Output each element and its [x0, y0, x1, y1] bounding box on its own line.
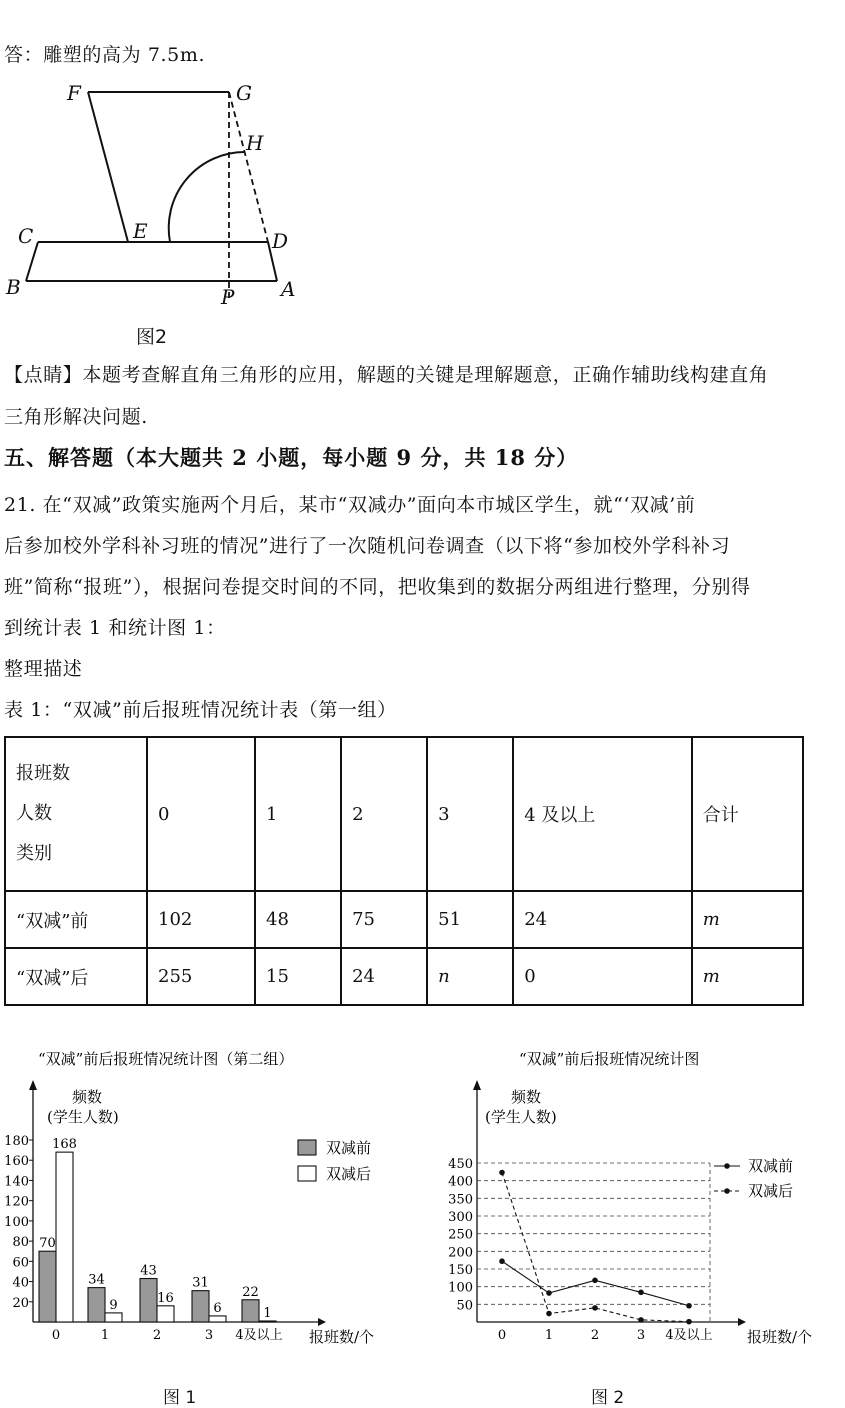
x-tick-label: 1: [544, 1328, 554, 1343]
data-label: 9: [109, 1297, 118, 1313]
y-tick-label: 20: [12, 1295, 29, 1311]
label-D: D: [272, 229, 289, 253]
data-label: 1: [263, 1305, 272, 1321]
x-tick-label: 1: [100, 1328, 110, 1343]
x-tick-label: 0: [497, 1328, 507, 1343]
bar: [192, 1291, 209, 1322]
y-tick-label: 180: [4, 1134, 29, 1149]
label-H: H: [246, 131, 264, 155]
bar: [259, 1321, 276, 1322]
question-line-4: 到统计表 1 和统计图 1：: [4, 617, 226, 639]
table-cell: 24: [341, 948, 427, 1005]
header-line-1: 报班数: [16, 763, 70, 784]
y-tick-label: 450: [448, 1157, 473, 1172]
data-point: [499, 1258, 505, 1264]
table-cell: 24: [513, 891, 692, 948]
series-line: [502, 1173, 689, 1322]
table-title: 表 1：“双减”前后报班情况统计表（第一组）: [4, 699, 397, 721]
x-tick-label: 3: [204, 1328, 214, 1343]
question-line-2: 后参加校外学科补习班的情况”进行了一次随机问卷调查（以下将“参加校外学科补习: [4, 535, 731, 557]
data-point: [546, 1311, 552, 1317]
data-point: [686, 1303, 692, 1309]
question-line-3: 班”简称“报班”），根据问卷提交时间的不同，把收集到的数据分两组进行整理，分别得: [4, 576, 751, 598]
data-point: [592, 1278, 598, 1284]
y-axis-arrow: [473, 1080, 481, 1090]
x-tick-label: 4及以上: [235, 1328, 283, 1343]
y-axis-label: (学生人数): [485, 1108, 557, 1126]
label-P: P: [221, 285, 235, 309]
legend-marker: [724, 1188, 730, 1194]
data-point: [546, 1290, 552, 1296]
chart-title: “双减”前后报班情况统计图: [519, 1050, 700, 1068]
label-G: G: [236, 81, 252, 105]
x-axis-arrow: [318, 1318, 326, 1326]
legend-marker: [724, 1163, 730, 1169]
y-tick-label: 140: [4, 1174, 29, 1190]
row-label: “双减”前: [5, 891, 147, 948]
y-tick-label: 160: [4, 1154, 29, 1170]
y-tick-label: 300: [448, 1210, 473, 1225]
bar: [140, 1279, 157, 1322]
data-label: 168: [52, 1137, 77, 1153]
data-point: [499, 1170, 505, 1176]
data-label: 34: [88, 1272, 105, 1288]
data-label: 16: [157, 1290, 174, 1306]
bar-chart: [0, 1040, 420, 1360]
x-axis-label: 报班数/个: [747, 1328, 813, 1346]
question-line-1: 21. 在“双减”政策实施两个月后，某市“双减办”面向本市城区学生，就“‘双减’前: [4, 494, 696, 516]
bar: [39, 1251, 56, 1322]
table-cell: 51: [427, 891, 513, 948]
label-E: E: [133, 219, 148, 243]
table-header-row: [5, 737, 803, 891]
y-tick-label: 350: [448, 1192, 473, 1208]
column-header: 3: [427, 737, 513, 891]
table-cell: n: [427, 948, 513, 1005]
answer-line: 答：雕塑的高为 7.5m.: [4, 44, 206, 66]
label-C: C: [18, 224, 34, 248]
data-point: [638, 1290, 644, 1296]
header-line-2: 人数: [16, 803, 52, 824]
header-line-3: 类别: [16, 843, 52, 864]
x-tick-label: 4及以上: [665, 1328, 713, 1343]
figure2-caption: 图2: [136, 326, 168, 348]
table-cell: m: [692, 948, 803, 1005]
y-tick-label: 150: [448, 1263, 473, 1278]
table-cell: 75: [341, 891, 427, 948]
label-A: A: [281, 277, 296, 301]
y-axis-label: 频数: [72, 1088, 103, 1106]
table-cell: 48: [255, 891, 341, 948]
bar: [105, 1313, 122, 1322]
x-tick-label: 2: [152, 1328, 162, 1343]
y-axis-label: (学生人数): [47, 1108, 119, 1126]
legend-label: 双减后: [326, 1165, 372, 1183]
legend-label: 双减后: [748, 1182, 794, 1200]
table-row: [5, 891, 803, 948]
chart-title: “双减”前后报班情况统计图（第二组）: [38, 1050, 294, 1068]
table-cell: 102: [147, 891, 255, 948]
legend-label: 双减前: [748, 1157, 794, 1175]
section-heading: 五、解答题（本大题共 2 小题，每小题 9 分，共 18 分）: [4, 445, 579, 470]
table-cell: m: [692, 891, 803, 948]
data-point: [686, 1319, 692, 1325]
series-line: [502, 1261, 689, 1306]
x-tick-label: 2: [590, 1328, 600, 1343]
x-tick-label: 3: [636, 1328, 646, 1343]
line-chart: [425, 1040, 843, 1360]
y-tick-label: 80: [12, 1235, 29, 1251]
column-header: 0: [147, 737, 255, 891]
legend-swatch: [298, 1166, 316, 1181]
data-label: 31: [192, 1275, 209, 1291]
legend-swatch: [298, 1140, 316, 1155]
data-label: 6: [213, 1300, 222, 1316]
data-label: 22: [242, 1284, 259, 1300]
y-tick-label: 100: [4, 1214, 29, 1230]
column-header: 2: [341, 737, 427, 891]
bar: [157, 1306, 174, 1322]
data-point: [592, 1305, 598, 1311]
bar: [242, 1300, 259, 1322]
table-cell: 0: [513, 948, 692, 1005]
label-B: B: [6, 275, 21, 299]
bar: [88, 1288, 105, 1322]
x-axis-label: 报班数/个: [309, 1328, 375, 1346]
comment-line-2: 三角形解决问题.: [4, 406, 148, 428]
row-label: “双减”后: [5, 948, 147, 1005]
bar: [56, 1152, 73, 1322]
y-tick-label: 50: [456, 1298, 473, 1314]
column-header: 1: [255, 737, 341, 891]
y-tick-label: 40: [12, 1275, 29, 1291]
y-tick-label: 250: [448, 1227, 473, 1243]
label-F: F: [67, 81, 81, 105]
x-tick-label: 0: [51, 1328, 61, 1343]
y-tick-label: 60: [12, 1255, 29, 1271]
chart2-caption: 图 2: [591, 1388, 625, 1408]
table-cell: 15: [255, 948, 341, 1005]
comment-line-1: 【点睛】本题考查解直角三角形的应用，解题的关键是理解题意，正确作辅助线构建直角: [4, 364, 769, 386]
column-header: 合计: [692, 737, 803, 891]
data-label: 70: [39, 1236, 56, 1252]
y-tick-label: 120: [4, 1194, 29, 1210]
x-axis-arrow: [738, 1318, 746, 1326]
y-tick-label: 100: [448, 1280, 473, 1296]
chart1-caption: 图 1: [163, 1388, 197, 1408]
stat-table: [4, 736, 804, 1006]
question-line-5: 整理描述: [4, 658, 83, 680]
data-point: [638, 1317, 644, 1323]
y-axis-label: 频数: [511, 1088, 542, 1106]
table-row: [5, 948, 803, 1005]
table-cell: 255: [147, 948, 255, 1005]
y-tick-label: 200: [448, 1245, 473, 1261]
geometry-figure: [0, 72, 320, 362]
y-tick-label: 400: [448, 1174, 473, 1190]
legend-label: 双减前: [326, 1139, 372, 1157]
bar: [209, 1316, 226, 1322]
column-header: 4 及以上: [513, 737, 692, 891]
data-label: 43: [140, 1263, 157, 1279]
table-corner-header: [5, 737, 147, 891]
y-axis-arrow: [29, 1080, 37, 1090]
